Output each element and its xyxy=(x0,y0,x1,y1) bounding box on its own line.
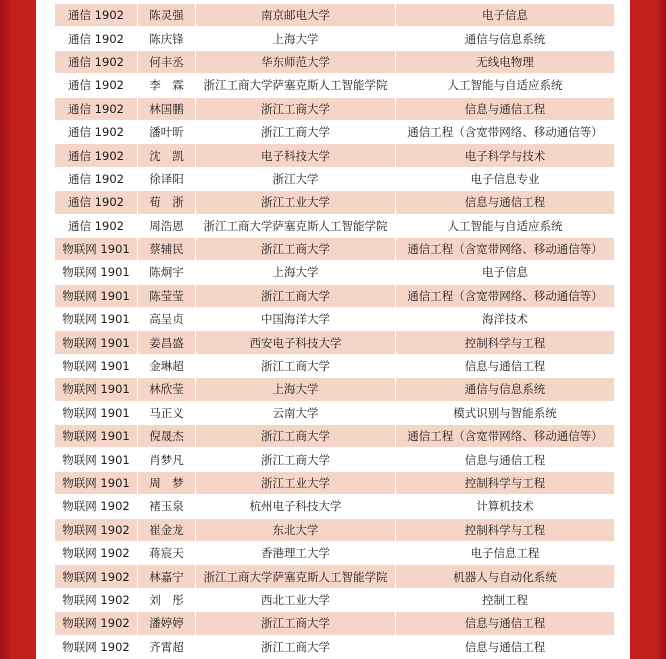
major-cell: 模式识别与智能系统 xyxy=(396,401,615,424)
table-row xyxy=(55,495,615,518)
university-cell: 浙江工商大学萨塞克斯人工智能学院 xyxy=(196,565,396,588)
university-cell: 上海大学 xyxy=(196,261,396,284)
table-row xyxy=(55,541,615,564)
university-cell: 杭州电子科技大学 xyxy=(196,495,396,518)
major-cell: 控制工程 xyxy=(396,588,615,611)
name-cell: 陈莹莹 xyxy=(138,284,196,307)
name-cell: 金琳超 xyxy=(138,354,196,377)
major-cell: 通信工程（含宽带网络、移动通信等） xyxy=(396,425,615,448)
table-row xyxy=(55,448,615,471)
table-row xyxy=(55,518,615,541)
university-cell: 浙江大学 xyxy=(196,167,396,190)
major-cell: 通信工程（含宽带网络、移动通信等） xyxy=(396,284,615,307)
name-cell: 齐霄超 xyxy=(138,635,196,658)
class-cell: 物联网 1901 xyxy=(55,237,138,260)
class-cell: 物联网 1901 xyxy=(55,471,138,494)
class-cell: 通信 1902 xyxy=(55,97,138,120)
major-cell: 控制科学与工程 xyxy=(396,331,615,354)
name-cell: 褚玉泉 xyxy=(138,495,196,518)
name-cell: 高呈贞 xyxy=(138,308,196,331)
table-row xyxy=(55,144,615,167)
table-row xyxy=(55,214,615,237)
university-cell: 云南大学 xyxy=(196,401,396,424)
major-cell: 控制科学与工程 xyxy=(396,518,615,541)
table-row xyxy=(55,191,615,214)
major-cell: 信息与通信工程 xyxy=(396,97,615,120)
class-cell: 物联网 1901 xyxy=(55,284,138,307)
table-row xyxy=(55,635,615,658)
table-row xyxy=(55,308,615,331)
name-cell: 李 霖 xyxy=(138,74,196,97)
class-cell: 物联网 1901 xyxy=(55,354,138,377)
university-cell: 电子科技大学 xyxy=(196,144,396,167)
table-body xyxy=(55,4,615,659)
name-cell: 林欣莹 xyxy=(138,378,196,401)
university-cell: 浙江工商大学 xyxy=(196,354,396,377)
university-cell: 上海大学 xyxy=(196,378,396,401)
table-row xyxy=(55,378,615,401)
major-cell: 信息与通信工程 xyxy=(396,635,615,658)
table-row xyxy=(55,50,615,73)
name-cell: 肖梦凡 xyxy=(138,448,196,471)
major-cell: 通信工程（含宽带网络、移动通信等） xyxy=(396,120,615,143)
table-row xyxy=(55,565,615,588)
name-cell: 陈炯宇 xyxy=(138,261,196,284)
major-cell: 人工智能与自适应系统 xyxy=(396,74,615,97)
university-cell: 中国海洋大学 xyxy=(196,308,396,331)
major-cell: 通信与信息系统 xyxy=(396,27,615,50)
class-cell: 物联网 1901 xyxy=(55,378,138,401)
name-cell: 刘 彤 xyxy=(138,588,196,611)
university-cell: 香港理工大学 xyxy=(196,541,396,564)
university-cell: 浙江工商大学 xyxy=(196,448,396,471)
table-row xyxy=(55,27,615,50)
table-row xyxy=(55,261,615,284)
major-cell: 信息与通信工程 xyxy=(396,612,615,635)
name-cell: 沈 凯 xyxy=(138,144,196,167)
class-cell: 物联网 1901 xyxy=(55,401,138,424)
class-cell: 物联网 1902 xyxy=(55,612,138,635)
class-cell: 物联网 1902 xyxy=(55,518,138,541)
table-row xyxy=(55,354,615,377)
name-cell: 崔金龙 xyxy=(138,518,196,541)
table-row xyxy=(55,425,615,448)
table-row xyxy=(55,284,615,307)
table-row xyxy=(55,237,615,260)
university-cell: 浙江工商大学 xyxy=(196,284,396,307)
table-row xyxy=(55,120,615,143)
class-cell: 物联网 1902 xyxy=(55,495,138,518)
university-cell: 浙江工商大学 xyxy=(196,97,396,120)
name-cell: 林嘉宁 xyxy=(138,565,196,588)
class-cell: 物联网 1901 xyxy=(55,331,138,354)
major-cell: 无线电物理 xyxy=(396,50,615,73)
name-cell: 潘叶昕 xyxy=(138,120,196,143)
name-cell: 蔡辅民 xyxy=(138,237,196,260)
university-cell: 浙江工业大学 xyxy=(196,191,396,214)
class-cell: 物联网 1901 xyxy=(55,425,138,448)
university-cell: 浙江工商大学萨塞克斯人工智能学院 xyxy=(196,214,396,237)
class-cell: 物联网 1902 xyxy=(55,565,138,588)
university-cell: 浙江工商大学 xyxy=(196,120,396,143)
class-cell: 通信 1902 xyxy=(55,27,138,50)
table-row xyxy=(55,471,615,494)
university-cell: 浙江工商大学 xyxy=(196,612,396,635)
class-cell: 通信 1902 xyxy=(55,74,138,97)
table-row xyxy=(55,401,615,424)
class-cell: 通信 1902 xyxy=(55,191,138,214)
name-cell: 徐译阳 xyxy=(138,167,196,190)
major-cell: 电子信息专业 xyxy=(396,167,615,190)
table-row xyxy=(55,331,615,354)
class-cell: 通信 1902 xyxy=(55,144,138,167)
name-cell: 周浩恩 xyxy=(138,214,196,237)
university-cell: 浙江工商大学萨塞克斯人工智能学院 xyxy=(196,74,396,97)
university-cell: 浙江工业大学 xyxy=(196,471,396,494)
major-cell: 人工智能与自适应系统 xyxy=(396,214,615,237)
class-cell: 通信 1902 xyxy=(55,167,138,190)
name-cell: 倪晟杰 xyxy=(138,425,196,448)
class-cell: 物联网 1901 xyxy=(55,448,138,471)
university-cell: 上海大学 xyxy=(196,27,396,50)
major-cell: 电子信息工程 xyxy=(396,541,615,564)
class-cell: 通信 1902 xyxy=(55,4,138,27)
class-cell: 通信 1902 xyxy=(55,120,138,143)
class-cell: 物联网 1902 xyxy=(55,635,138,658)
university-cell: 西安电子科技大学 xyxy=(196,331,396,354)
name-cell: 林国鹏 xyxy=(138,97,196,120)
major-cell: 电子信息 xyxy=(396,4,615,27)
major-cell: 机器人与自动化系统 xyxy=(396,565,615,588)
name-cell: 潘婷婷 xyxy=(138,612,196,635)
class-cell: 物联网 1902 xyxy=(55,588,138,611)
name-cell: 周 梦 xyxy=(138,471,196,494)
table-row xyxy=(55,612,615,635)
major-cell: 通信工程（含宽带网络、移动通信等） xyxy=(396,237,615,260)
name-cell: 何丰丞 xyxy=(138,50,196,73)
major-cell: 信息与通信工程 xyxy=(396,448,615,471)
university-cell: 华东师范大学 xyxy=(196,50,396,73)
university-cell: 浙江工商大学 xyxy=(196,425,396,448)
major-cell: 信息与通信工程 xyxy=(396,191,615,214)
major-cell: 通信与信息系统 xyxy=(396,378,615,401)
table-row xyxy=(55,588,615,611)
university-cell: 浙江工商大学 xyxy=(196,237,396,260)
major-cell: 控制科学与工程 xyxy=(396,471,615,494)
class-cell: 通信 1902 xyxy=(55,50,138,73)
admissions-table xyxy=(54,3,615,659)
university-cell: 东北大学 xyxy=(196,518,396,541)
major-cell: 信息与通信工程 xyxy=(396,354,615,377)
major-cell: 电子信息 xyxy=(396,261,615,284)
name-cell: 姜昌盛 xyxy=(138,331,196,354)
university-cell: 南京邮电大学 xyxy=(196,4,396,27)
name-cell: 陈灵强 xyxy=(138,4,196,27)
class-cell: 物联网 1901 xyxy=(55,308,138,331)
name-cell: 陈庆锋 xyxy=(138,27,196,50)
table-row xyxy=(55,4,615,27)
name-cell: 蒋宸天 xyxy=(138,541,196,564)
major-cell: 电子科学与技术 xyxy=(396,144,615,167)
university-cell: 浙江工商大学 xyxy=(196,635,396,658)
university-cell: 西北工业大学 xyxy=(196,588,396,611)
table-row xyxy=(55,74,615,97)
table-row xyxy=(55,167,615,190)
table-row xyxy=(55,97,615,120)
major-cell: 海洋技术 xyxy=(396,308,615,331)
class-cell: 物联网 1901 xyxy=(55,261,138,284)
major-cell: 计算机技术 xyxy=(396,495,615,518)
class-cell: 物联网 1902 xyxy=(55,541,138,564)
name-cell: 马正义 xyxy=(138,401,196,424)
name-cell: 荀 浙 xyxy=(138,191,196,214)
class-cell: 通信 1902 xyxy=(55,214,138,237)
